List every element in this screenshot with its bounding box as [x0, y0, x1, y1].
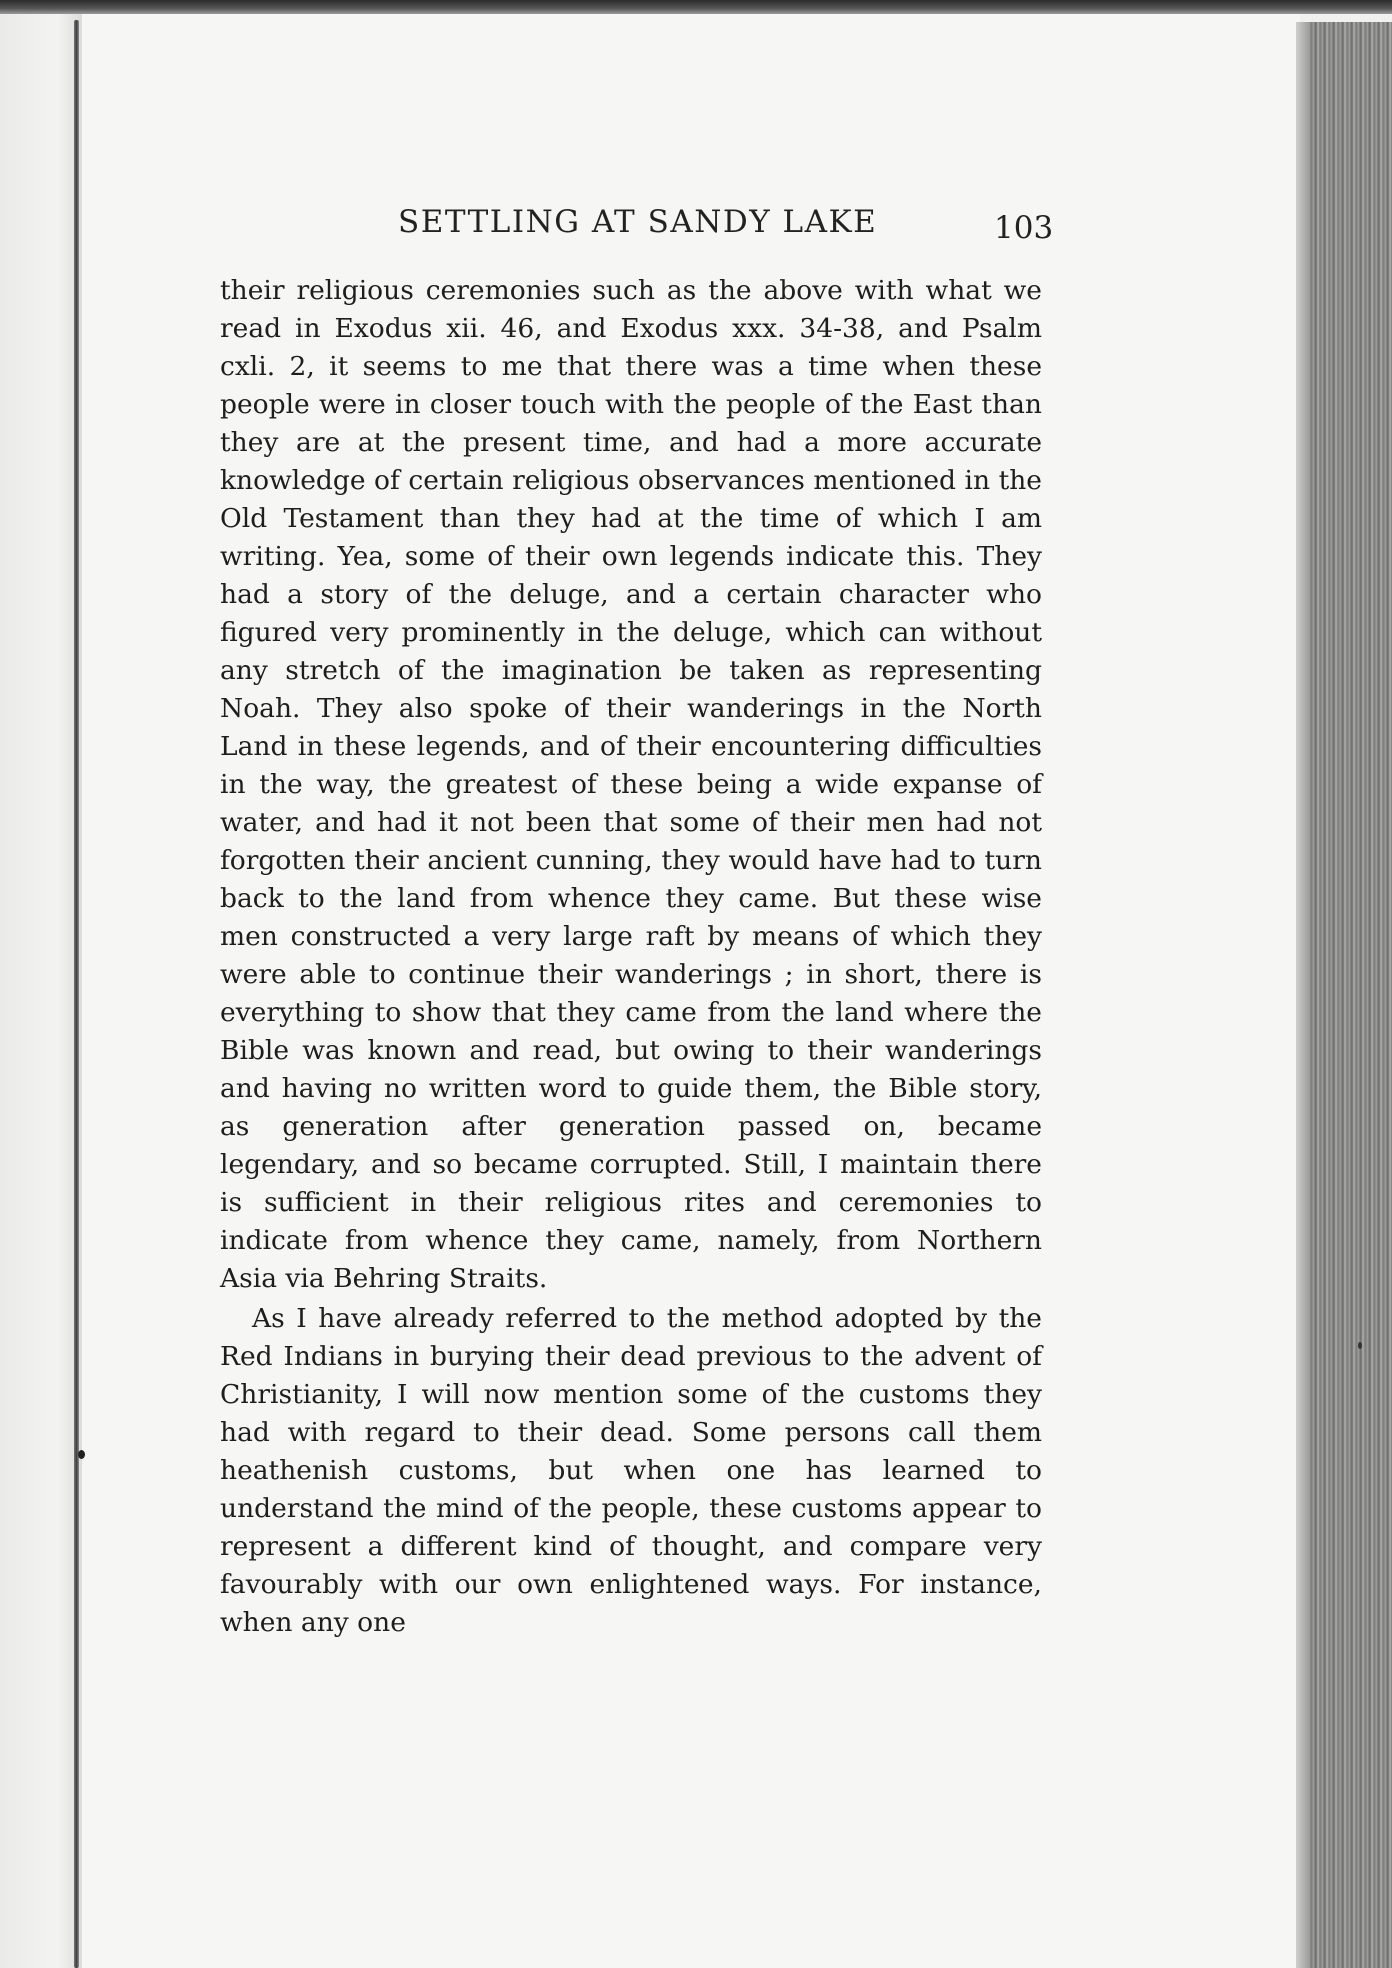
- page-number: 103: [994, 210, 1054, 246]
- edge-mark: [1358, 1342, 1362, 1349]
- margin-mark: [78, 1450, 85, 1459]
- book-gutter: [74, 20, 79, 1968]
- running-head: SETTLING AT SANDY LAKE: [398, 204, 878, 240]
- paragraph-2: As I have already referred to the method adopted by the Red Indians in burying their dead previous to the advent of Christianity, I will now mention some of the customs they had with regard to their dead. Some persons call them heathenish customs, but when one has learned to understand the mind of the people, these customs appear to represent a different kind of thought, and compare very favourably with our own enlightened ways. For instance, when any one: [220, 1303, 1042, 1638]
- scanner-top-edge: [0, 0, 1392, 14]
- body-text: [220, 272, 1042, 1642]
- paragraph-1: their religious ceremonies such as the above with what we read in Exodus xii. 46, and Exodus xxx. 34-38, and Psalm cxli. 2, it seems to me that there was a time when these people were in closer touch with the people of the East than they are at the present time, and had a more accurate knowledge of certain religious observances mentioned in the Old Testament than they had at the time of which I am writing. Yea, some of their own legends indicate this. They had a story of the deluge, and a certain character who figured very prominently in the deluge, which can without any stretch of the imagination be taken as representing Noah. They also spoke of their wanderings in the North Land in these legends, and of their encountering difficulties in the way, the greatest of these being a wide expanse of water, and had it not been that some of their men had not forgotten their ancient cunning, they would have had to turn back to the land from whence they came. But these wise men constructed a very large raft by means of which they were able to continue their wanderings ; in short, there is everything to show that they came from the land where the Bible was known and read, but owing to their wanderings and having no written word to guide them, the Bible story, as generation after generation passed on, became legendary, and so became corrupted. Still, I maintain there is sufficient in their religious rites and ceremonies to indicate from whence they came, namely, from Northern Asia via Behring Straits.: [220, 275, 1042, 1294]
- page-fore-edge: [1296, 22, 1392, 1968]
- left-page-edge: [0, 14, 82, 1968]
- fore-edge-shadow: [1296, 22, 1310, 1968]
